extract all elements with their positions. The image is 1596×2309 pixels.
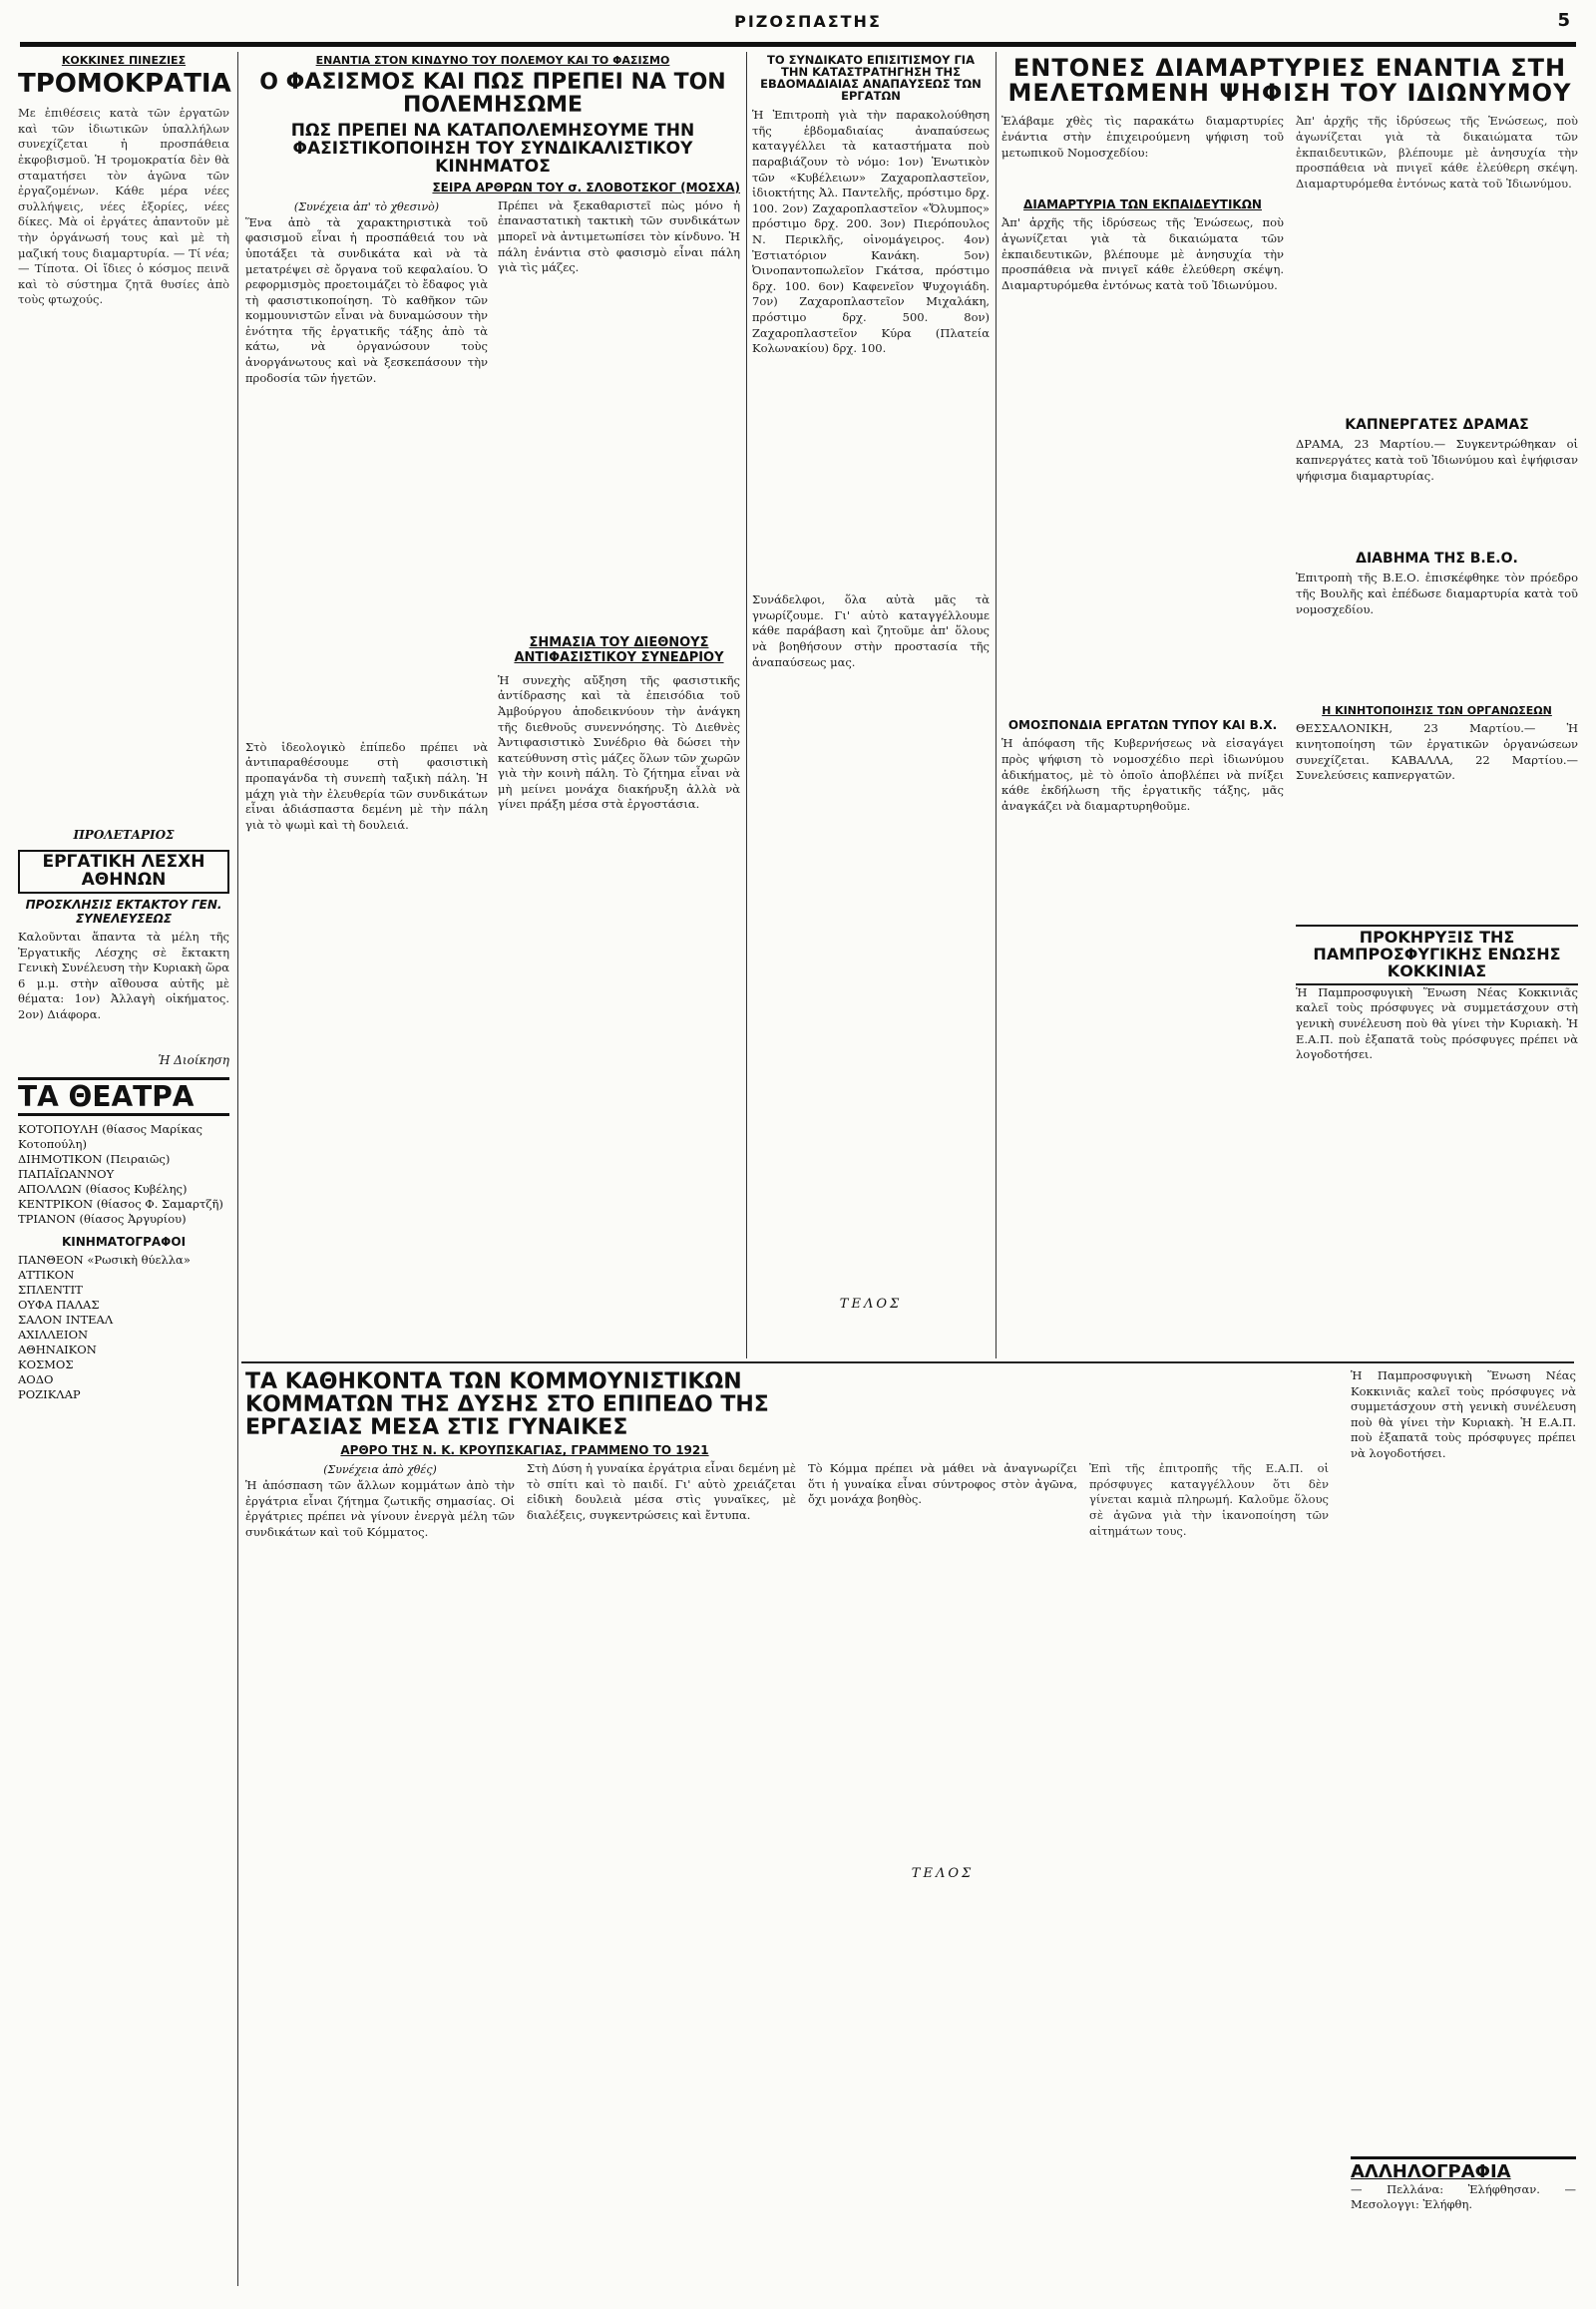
article-body: Ἡ Παμπροσφυγικὴ Ἕνωση Νέας Κοκκινιᾶς καλεῖ τοὺς πρόσφυγες νὰ συμμετάσχουν στὴ γενικὴ συνέλευση ποὺ θὰ γίνει τὴν Κυριακὴ. Ἡ Ε.Α.Π. ποὺ ἐξαπατᾶ τοὺς πρόσφυγες πρέπει νὰ λογοδοτήσει. xyxy=(1296,984,1582,1062)
article-body: Ἐπὶ τῆς ἐπιτροπῆς τῆς Ε.Α.Π. οἱ πρόσφυγες καταγγέλλουν ὅτι δὲν γίνεται καμιὰ πληρωμή. Καλοῦμε ὅλους σὲ ἀγῶνα γιὰ τὴν ἱκανοποίηση τῶν αἰτημάτων τους. xyxy=(1089,1461,1333,1538)
article-title: Ο ΦΑΣΙΣΜΟΣ ΚΑΙ ΠΩΣ ΠΡΕΠΕΙ ΝΑ ΤΟΝ ΠΟΛΕΜΗΣΩΜΕ xyxy=(259,70,726,119)
list-item: ΡΟΖΙΚΛΑΡ xyxy=(18,1387,81,1402)
list-item: ΑΠΟΛΛΩΝ (θίασος Κυβέλης) xyxy=(18,1182,188,1197)
article-body: Ἡ ἀπόφαση τῆς Κυβερνήσεως νὰ εἰσαγάγει πρὸς ψήφιση τὸ νομοσχέδιο περὶ ἰδιωνύμου ἀδικήματος, μὲ τὸ ὁποῖο ἀποβλέπει νὰ πνίξει κάθε ἐκδήλωση τῆς ἐργατικῆς τάξης, μᾶς ἀναγκάζει νὰ διαμαρτυρηθοῦμε. xyxy=(1001,736,1288,813)
theatre-list xyxy=(18,1122,229,1227)
list-item: ΚΟΤΟΠΟΥΛΗ (θίασος Μαρίκας Κοτοπούλη) xyxy=(18,1122,202,1152)
article-body: Συνάδελφοι, ὅλα αὐτὰ μᾶς τὰ γνωρίζουμε. Γι' αὐτὸ καταγγέλλουμε κάθε παράβαση καὶ ζητοῦμε ἀπ' ὅλους νὰ βοηθήσουν στὴν προστασία τῆς ἀναπαύσεως μας. xyxy=(752,592,994,669)
letters-body: — Πελλάνα: Ἐλήφθησαν. — Μεσολογγι: Ἐλήφθη. xyxy=(1351,2181,1580,2212)
article-body: Ἕνα ἀπὸ τὰ χαρακτηριστικὰ τοῦ φασισμοῦ εἶναι ἡ προσπάθειά του νὰ ὑποτάξει τὰ συνδικάτα καὶ νὰ τὰ μετατρέψει σὲ ὄργανα τοῦ κεφαλαίου. Ὁ ρεφορμισμὸς προετοιμάζει τὸ ἔδαφος γιὰ τὴ φασιστικοποίηση. Τὸ καθῆκον τῶν κομμουνιστῶν εἶναι νὰ δυναμώσουν τὴν ἑνότητα τῆς ἐργατικῆς τάξης ἀπὸ τὰ κάτω, νὰ ὀργανώσουν τοὺς ἀνοργάνωτους καὶ νὰ ξεσκεπάσουν τὴν προδοσία τῶν ἡγετῶν. xyxy=(245,214,492,385)
article-byline: ΣΕΙΡΑ ΑΡΘΡΩΝ ΤΟΥ σ. ΣΛΟΒΟΤΣΚΟΓ (ΜΟΣΧΑ) xyxy=(432,180,740,194)
article-subtitle: ΠΩΣ ΠΡΕΠΕΙ ΝΑ ΚΑΤΑΠΟΛΕΜΗΣΟΥΜΕ ΤΗΝ ΦΑΣΙΣΤΙΚΟΠΟΙΗΣΗ ΤΟΥ ΣΥΝΔΙΚΑΛΙΣΤΙΚΟΥ ΚΙΝΗΜΑΤΟΣ xyxy=(290,121,695,177)
article-body: Τὸ Κόμμα πρέπει νὰ μάθει νὰ ἀναγνωρίζει ὅτι ἡ γυναίκα εἶναι σύντροφος στὸν ἀγῶνα, ὄχι μονάχα βοηθὸς. xyxy=(808,1461,1081,1507)
continued-note: (Συνέχεια ἀπ' τὸ χθεσινὸ) xyxy=(293,199,440,213)
list-item: ΣΠΛΕΝΤΙΤ xyxy=(18,1283,83,1298)
article-title: ΤΟ ΣΥΝΔΙΚΑΤΟ ΕΠΙΣΙΤΙΣΜΟΥ ΓΙΑ ΤΗΝ ΚΑΤΑΣΤΡΑΤΗΓΗΣΗ ΤΗΣ ΕΒΔΟΜΑΔΙΑΙΑΣ ΑΝΑΠΑΥΣΕΩΣ ΤΩΝ ΕΡΓΑΤΩΝ xyxy=(760,53,982,104)
notice-header xyxy=(1296,925,1578,984)
end-mark: ΤΕΛΟΣ xyxy=(839,1297,903,1313)
list-item: ΣΑΛΟΝ ΙΝΤΕΑΛ xyxy=(18,1313,114,1328)
list-item: ΔΙΗΜΟΤΙΚΟΝ (Πειραιῶς) xyxy=(18,1152,171,1167)
section-subtitle: ΣΗΜΑΣΙΑ ΤΟΥ ΔΙΕΘΝΟΥΣ ΑΝΤΙΦΑΣΙΣΤΙΚΟΥ ΣΥΝΕΔΡΙΟΥ xyxy=(514,634,724,665)
article-columns xyxy=(245,197,744,1378)
theatre-title: ΤΑ ΘΕΑΤΡΑ xyxy=(18,1079,195,1113)
article-kicker: ΕΝΑΝΤΙΑ ΣΤΟΝ ΚΙΝΔΥΝΟ ΤΟΥ ΠΟΛΕΜΟΥ ΚΑΙ ΤΟ ΦΑΣΙΣΜΟ xyxy=(315,54,670,67)
article-body: Ἐλάβαμε χθὲς τὶς παρακάτω διαμαρτυρίες ἐνάντια στὴν ἐπιχειρούμενη ψήφιση τοῦ μετωπικοῦ Νομοσχεδίου: xyxy=(1001,114,1288,160)
letters-header xyxy=(1351,2156,1576,2182)
article-body: Ἡ Ἐπιτροπὴ γιὰ τὴν παρακολούθηση τῆς ἑβδομαδιαίας ἀναπαύσεως καταγγέλλει τὰ καταστήματα ποὺ παραβιάζουν τὸ νόμο: 1ον) Ἐνωτικὸν τῶν «Κυβέλειων» Ζαχαροπλαστεῖον, ἰδιοκτήτης Ἀλ. Παντελῆς, πρόστιμο δρχ. 100. 2ον) Ζαχαροπλαστεῖον «Ὄλυμπος» πρόστιμο δρχ. 200. 3ον) Πιερόπουλος Ν. Περικλῆς, οἰνομάγειρος. 4ον) Ἐστιατόριον Κανάκη. 5ον) Ὀινοπαντοπωλεῖον Γκάτσα, πρόστιμο δρχ. 100. 6ον) Καφενεῖον Ψυχογιάδη. 7ον) Ζαχαροπλαστεῖον Μιχαλάκη, πρόστιμο δρχ. 500. 8ον) Ζαχαροπλαστεῖον Κύρα (Πλατεία Κολωνακίου) δρχ. 100. xyxy=(752,108,994,356)
article-body: Ἡ ἀπόσπαση τῶν ἄλλων κομμάτων ἀπὸ τὴν ἐργάτρια εἶναι ζήτημα ζωτικῆς σημασίας. Οἱ ἐργάτριες πρέπει νὰ γίνουν ἐνεργὰ μέλη τῶν συνδικάτων καὶ τοῦ Κόμματος. xyxy=(245,1478,519,1540)
article-body: Ἀπ' ἀρχῆς τῆς ἱδρύσεως τῆς Ἑνώσεως, ποὺ ἀγωνίζεται γιὰ τὰ δικαιώματα τῶν ἐκπαιδευτικῶν, βλέπουμε μὲ ἀνησυχία τὴν προσπάθεια νὰ πνιγεῖ κάθε ἐλεύθερη σκέψη. Διαμαρτυρόμεθα ἐντόνως κατὰ τοῦ Ἰδιωνύμου. xyxy=(1001,215,1288,292)
text-column xyxy=(498,197,744,1378)
article-body: Στὴ Δύση ἡ γυναίκα ἐργάτρια εἶναι δεμένη μὲ τὸ σπίτι καὶ τὸ παιδί. Γι' αὐτὸ χρειάζεται εἰδικὴ δουλειὰ μέσα στὶς γυναῖκες, μὲ διαλέξεις, συγκεντρώσεις καὶ ἔντυπα. xyxy=(527,1461,800,1523)
continued-note: (Συνέχεια ἀπὸ χθές) xyxy=(323,1463,437,1477)
section-subtitle: ΟΜΟΣΠΟΝΔΙΑ ΕΡΓΑΤΩΝ ΤΥΠΟΥ ΚΑΙ Β.Χ. xyxy=(1007,718,1278,733)
article-columns xyxy=(245,1461,1343,2259)
end-mark: ΤΕΛΟΣ xyxy=(911,1866,975,1882)
text-column xyxy=(1296,114,1582,1235)
club-signature: Ἡ Διοίκηση xyxy=(158,1052,229,1067)
article-body: Ἐπιτροπὴ τῆς Β.Ε.Ο. ἐπισκέφθηκε τὸν πρόεδρο τῆς Βουλῆς καὶ ἐπέδωσε διαμαρτυρία κατὰ τοῦ νομοσχεδίου. xyxy=(1296,571,1582,616)
club-title: ΕΡΓΑΤΙΚΗ ΛΕΣΧΗ ΑΘΗΝΩΝ xyxy=(42,852,205,891)
article-body: ΘΕΣΣΑΛΟΝΙΚΗ, 23 Μαρτίου.— Ἡ κινητοποίηση τῶν ἐργατικῶν ὀργανώσεων συνεχίζεται. ΚΑΒΑΛΛΑ, 22 Μαρτίου.— Συνελεύσεις καπνεργατῶν. xyxy=(1296,721,1582,783)
bottom-article xyxy=(245,1368,1343,2286)
paper-name: ΡΙΖΟΣΠΑΣΤΗΣ xyxy=(734,12,882,31)
club-notice-header xyxy=(18,850,229,894)
masthead xyxy=(20,8,1576,47)
column-rule xyxy=(996,52,997,1358)
section-subtitle: ΔΙΑΜΑΡΤΥΡΙΑ ΤΩΝ ΕΚΠΑΙΔΕΥΤΙΚΩΝ xyxy=(1023,197,1262,212)
list-item: ΤΡΙΑΝΟΝ (θίασος Ἀργυρίου) xyxy=(18,1212,187,1227)
article-title: ΤΡΟΜΟΚΡΑΤΙΑ xyxy=(18,69,231,99)
club-subtitle: ΠΡΟΣΚΛΗΣΙΣ ΕΚΤΑΚΤΟΥ ΓΕΝ. ΣΥΝΕΛΕΥΣΕΩΣ xyxy=(25,897,222,926)
section-subtitle: ΚΑΠΝΕΡΓΑΤΕΣ ΔΡΑΜΑΣ xyxy=(1345,417,1529,434)
section-subtitle: ΔΙΑΒΗΜΑ ΤΗΣ Β.Ε.Ο. xyxy=(1356,551,1518,568)
theatre-header xyxy=(18,1077,229,1116)
article-body: ΔΡΑΜΑ, 23 Μαρτίου.— Συγκεντρώθηκαν οἱ καπνεργάτες κατὰ τοῦ Ἰδιωνύμου καὶ ἐψήφισαν ψήφισμα διαμαρτυρίας. xyxy=(1296,437,1582,483)
column-rule xyxy=(237,52,238,2286)
cinema-header: ΚΙΝΗΜΑΤΟΓΡΑΦΟΙ xyxy=(61,1235,187,1250)
list-item: ΟΥΦΑ ΠΑΛΑΣ xyxy=(18,1298,100,1313)
article-byline: ΑΡΘΡΟ ΤΗΣ Ν. Κ. ΚΡΟΥΠΣΚΑΓΙΑΣ, ΓΡΑΜΜΕΝΟ ΤΟ 1921 xyxy=(340,1443,709,1458)
text-column xyxy=(245,1461,519,2259)
text-column xyxy=(245,198,492,1378)
article-body: Ἡ συνεχὴς αὔξηση τῆς φασιστικῆς ἀντίδρασης καὶ τὰ ἐπεισόδια τοῦ Ἀμβούργου ἀποδεικνύουν τὴν ἀνάγκη τῆς διεθνοῦς συνεννόησης. Τὸ Διεθνὲς Ἀντιφασιστικὸ Συνέδριο θὰ δώσει τὴν κατεύθυνση στὶς μάζες ὅλων τῶν χωρῶν γιὰ τὴν κοινὴ πάλη. Τὸ ζήτημα εἶναι νὰ μὴ μείνει μονάχα διακήρυξη ἀλλὰ νὰ γίνει πράξη μέσα στὰ ἐργοστάσια. xyxy=(498,672,744,812)
article-title: ΤΑ ΚΑΘΗΚΟΝΤΑ ΤΩΝ ΚΟΜΜΟΥΝΙΣΤΙΚΩΝ ΚΟΜΜΑΤΩΝ ΤΗΣ ΔΥΣΗΣ ΣΤΟ ΕΠΙΠΕΔΟ ΤΗΣ ΕΡΓΑΣΙΑΣ ΜΕΣΑ ΣΤΙΣ ΓΥΝΑΙΚΕΣ xyxy=(245,1369,769,1441)
left-column xyxy=(18,52,233,2286)
article-body: Με ἐπιθέσεις κατὰ τῶν ἐργατῶν καὶ τῶν ἰδιωτικῶν ὑπαλλήλων συνεχίζεται ἡ προσπάθεια ἐκφοβισμοῦ. Ἡ τρομοκρατία δὲν θὰ σταματήσει τὸν ἀγῶνα τῶν ἐργαζομένων. Κάθε μέρα νέες συλλήψεις, νέες ἐξορίες, νέες δίκες. Μὰ οἱ ἐργάτες ἀπαντοῦν μὲ τὴν ὀργάνωσή τους καὶ μὲ τὴ μαζική τους διαμαρτυρία. — Τί νέα; — Τίποτα. Οἱ ἴδιες ὁ κόσμος πεινᾶ καὶ τὸ σύστημα ζητᾶ θυσίες ἀπὸ τοὺς φτωχούς. xyxy=(18,106,233,307)
center-article xyxy=(245,52,744,1354)
section-subtitle: Η ΚΙΝΗΤΟΠΟΙΗΣΙΣ ΤΩΝ ΟΡΓΑΝΩΣΕΩΝ xyxy=(1322,704,1552,718)
text-column xyxy=(527,1461,800,2259)
right-columns xyxy=(1001,114,1582,1235)
text-column xyxy=(808,1461,1081,2259)
bottom-right-column xyxy=(1351,1368,1580,2286)
list-item: ΠΑΠΑΪΩΑΝΝΟΥ xyxy=(18,1167,115,1182)
article-body: Ἀπ' ἀρχῆς τῆς ἱδρύσεως τῆς Ἑνώσεως, ποὺ ἀγωνίζεται γιὰ τὰ δικαιώματα τῶν ἐκπαιδευτικῶν, βλέπουμε μὲ ἀνησυχία τὴν προσπάθεια νὰ πνιγεῖ κάθε ἐλεύθερη σκέψη. Διαμαρτυρόμεθα ἐντόνως κατὰ τοῦ Ἰδιωνύμου. xyxy=(1296,114,1582,191)
author-signature: ΠΡΟΛΕΤΑΡΙΟΣ xyxy=(73,828,175,843)
notice-title: ΠΡΟΚΗΡΥΞΙΣ ΤΗΣ ΠΑΜΠΡΟΣΦΥΓΙΚΗΣ ΕΝΩΣΗΣ ΚΟΚΚΙΝΙΑΣ xyxy=(1313,928,1561,980)
article-body: Ἡ Παμπροσφυγικὴ Ἕνωση Νέας Κοκκινιᾶς καλεῖ τοὺς πρόσφυγες νὰ συμμετάσχουν στὴ γενικὴ συνέλευση ποὺ θὰ γίνει τὴν Κυριακὴ. Ἡ Ε.Α.Π. ποὺ ἐξαπατᾶ τοὺς πρόσφυγες πρέπει νὰ λογοδοτήσει. xyxy=(1351,1368,1580,1460)
page-number: 5 xyxy=(1557,10,1570,31)
syndicate-column xyxy=(752,52,994,1354)
article-body: Πρέπει νὰ ξεκαθαριστεῖ πὼς μόνο ἡ ἐπαναστατικὴ τακτικὴ τῶν συνδικάτων μπορεῖ νὰ ἀντιμετωπίσει τὸν κίνδυνο. Ἡ πάλη ἐνάντια στὸ φασισμὸ εἶναι πάλη γιὰ τὶς μάζες. xyxy=(498,197,744,275)
right-column xyxy=(1001,52,1582,1354)
list-item: ΑΘΗΝΑΙΚΟΝ xyxy=(18,1343,97,1357)
column-kicker: ΚΟΚΚΙΝΕΣ ΠΙΝΕΖΙΕΣ xyxy=(61,54,187,67)
list-item: ΑΧΙΛΛΕΙΟΝ xyxy=(18,1328,89,1343)
letters-title: ΑΛΛΗΛΟΓΡΑΦΙΑ xyxy=(1351,2161,1511,2182)
text-column xyxy=(1001,114,1288,1235)
text-column xyxy=(1089,1461,1333,2259)
article-title: ΕΝΤΟΝΕΣ ΔΙΑΜΑΡΤΥΡΙΕΣ ΕΝΑΝΤΙΑ ΣΤΗ ΜΕΛΕΤΩΜΕΝΗ ΨΗΦΙΣΗ ΤΟΥ ΙΔΙΩΝΥΜΟΥ xyxy=(1007,54,1572,108)
list-item: ΑΟΔΟ xyxy=(18,1372,54,1387)
list-item: ΚΕΝΤΡΙΚΟΝ (θίασος Φ. Σαμαρτζῆ) xyxy=(18,1197,223,1212)
list-item: ΑΤΤΙΚΟΝ xyxy=(18,1268,75,1283)
column-rule xyxy=(746,52,747,1358)
club-body: Καλοῦνται ἅπαντα τὰ μέλη τῆς Ἐργατικῆς Λέσχης σὲ ἔκτακτη Γενικὴ Συνέλευση τὴν Κυριακὴ ὥρα 6 μ.μ. στὴν αἴθουσα αὐτῆς μὲ θέματα: 1ον) Ἀλλαγὴ οἰκήματος. 2ον) Διάφορα. xyxy=(18,929,233,1021)
list-item: ΠΑΝΘΕΟΝ «Ρωσικὴ θύελλα» xyxy=(18,1253,191,1268)
article-body: Στὸ ἰδεολογικὸ ἐπίπεδο πρέπει νὰ ἀντιπαραθέσουμε στὴ φασιστικὴ προπαγάνδα τὴ συνεπὴ ταξικὴ πάλη. Ἡ μάχη γιὰ τὴν ἐλευθερία τῶν συνδικάτων εἶναι ἀδιάσπαστα δεμένη μὲ τὴν πάλη γιὰ τὸ ψωμὶ καὶ τὴ δουλειά. xyxy=(245,739,492,832)
cinema-list xyxy=(18,1253,229,1402)
list-item: ΚΟΣΜΟΣ xyxy=(18,1357,74,1372)
